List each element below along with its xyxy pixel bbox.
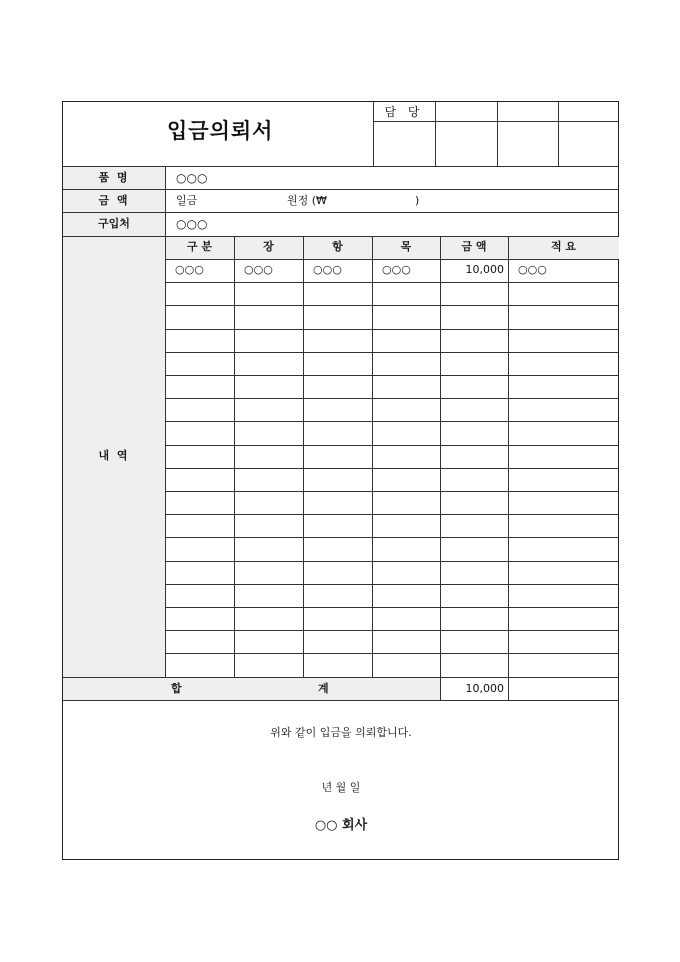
detail-cell[interactable]: ○○○ <box>518 263 547 276</box>
detail-header-cell: 장 <box>263 240 274 253</box>
date-line[interactable]: 년 월 일 <box>321 781 361 794</box>
document-frame <box>62 101 619 860</box>
signature-box[interactable] <box>497 122 558 166</box>
detail-header-cell: 목 <box>400 240 412 253</box>
details-label: 내 역 <box>98 449 130 462</box>
detail-cell[interactable]: ○○○ <box>244 263 273 276</box>
detail-header-cell: 금 액 <box>461 240 487 253</box>
vendor-value[interactable]: ○○○ <box>176 217 208 231</box>
request-text: 위와 같이 입금을 의뢰합니다. <box>270 726 412 739</box>
detail-cell[interactable]: ○○○ <box>382 263 411 276</box>
company-name: ○○ 회사 <box>314 818 368 833</box>
amount-prefix: 일금 <box>176 194 198 207</box>
document-title: 입금의뢰서 <box>167 119 274 143</box>
detail-cell[interactable]: ○○○ <box>175 263 204 276</box>
amount-label: 금 액 <box>98 194 130 207</box>
total-amount: 10,000 <box>465 682 504 695</box>
vendor-label: 구입처 <box>98 217 130 230</box>
total-label-right: 계 <box>318 682 329 695</box>
detail-cell[interactable]: ○○○ <box>313 263 342 276</box>
detail-header-cell: 구 분 <box>186 240 213 253</box>
item-name-label: 품 명 <box>98 171 130 184</box>
amount-suffix: 원정 (₩ <box>287 194 327 207</box>
detail-header-cell: 항 <box>332 240 343 253</box>
detail-cell[interactable]: 10,000 <box>465 263 504 276</box>
amount-close: ) <box>415 194 420 207</box>
detail-header-cell: 적 요 <box>550 240 577 253</box>
total-label-left: 합 <box>171 682 182 695</box>
approval-label: 담 당 <box>384 105 424 119</box>
signature-box[interactable] <box>558 122 619 166</box>
item-name-value[interactable]: ○○○ <box>176 171 208 185</box>
